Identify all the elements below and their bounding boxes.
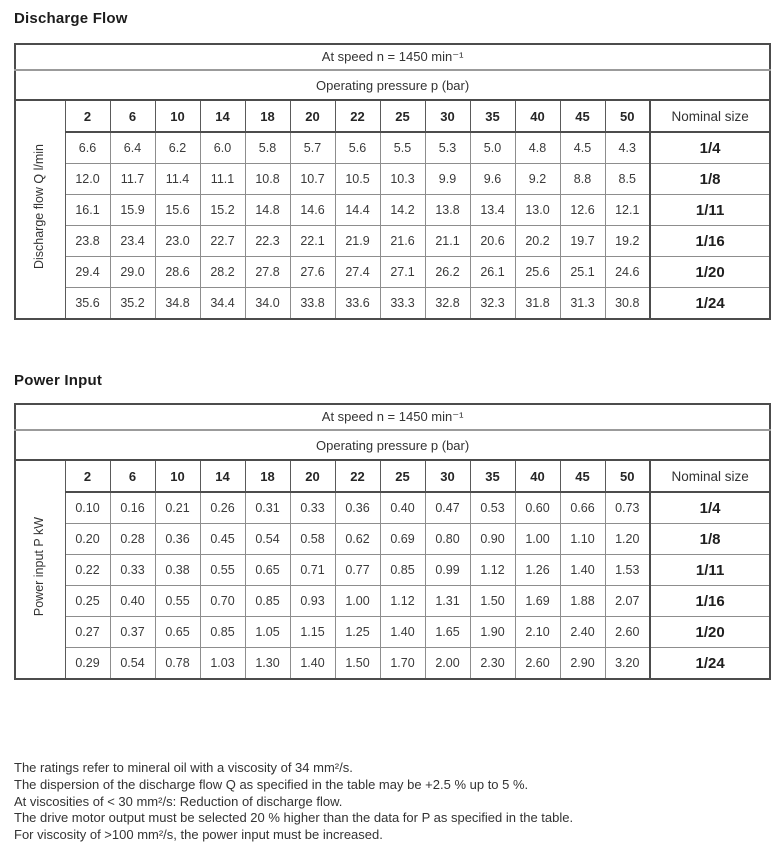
discharge-value-cell: 6.4 <box>110 132 155 164</box>
discharge-data-row <box>15 288 770 320</box>
power-value-cell: 0.29 <box>65 648 110 680</box>
power-value-cell: 0.36 <box>155 524 200 555</box>
discharge-value-cell: 33.6 <box>335 288 380 320</box>
power-value-cell: 2.30 <box>470 648 515 680</box>
discharge-pressure-col-header: 14 <box>200 100 245 132</box>
discharge-value-cell: 9.6 <box>470 164 515 195</box>
power-value-cell: 1.53 <box>605 555 650 586</box>
power-pressure-row <box>15 430 770 460</box>
discharge-pressure-col-header: 45 <box>560 100 605 132</box>
discharge-value-cell: 13.8 <box>425 195 470 226</box>
power-value-cell: 1.50 <box>335 648 380 680</box>
discharge-value-cell: 26.1 <box>470 257 515 288</box>
power-value-cell: 0.28 <box>110 524 155 555</box>
power-value-cell: 0.69 <box>380 524 425 555</box>
power-value-cell: 1.90 <box>470 617 515 648</box>
power-data-row <box>15 586 770 617</box>
discharge-value-cell: 28.2 <box>200 257 245 288</box>
discharge-pressure-col-header: 2 <box>65 100 110 132</box>
power-value-cell: 0.58 <box>290 524 335 555</box>
power-data-row <box>15 648 770 680</box>
footnote-line: The drive motor output must be selected 20 % higher than the data for P as specified in the table. <box>14 810 574 826</box>
power-value-cell: 0.62 <box>335 524 380 555</box>
discharge-value-cell: 10.8 <box>245 164 290 195</box>
power-data-row <box>15 492 770 524</box>
power-side-label-cell <box>15 460 65 679</box>
power-value-cell: 0.16 <box>110 492 155 524</box>
discharge-value-cell: 6.0 <box>200 132 245 164</box>
discharge-flow-table <box>14 43 771 320</box>
power-value-cell: 0.47 <box>425 492 470 524</box>
discharge-value-cell: 23.8 <box>65 226 110 257</box>
power-value-cell: 0.21 <box>155 492 200 524</box>
power-input-table <box>14 403 771 680</box>
discharge-pressure-col-header: 10 <box>155 100 200 132</box>
discharge-value-cell: 5.5 <box>380 132 425 164</box>
discharge-value-cell: 32.8 <box>425 288 470 320</box>
power-value-cell: 1.03 <box>200 648 245 680</box>
discharge-value-cell: 23.0 <box>155 226 200 257</box>
power-value-cell: 1.50 <box>470 586 515 617</box>
discharge-value-cell: 31.3 <box>560 288 605 320</box>
power-value-cell: 0.85 <box>200 617 245 648</box>
footnote-line: At viscosities of < 30 mm²/s: Reduction of discharge flow. <box>14 793 343 809</box>
discharge-nominal-size-cell: 1/24 <box>650 288 770 320</box>
discharge-value-cell: 11.1 <box>200 164 245 195</box>
discharge-value-cell: 23.4 <box>110 226 155 257</box>
power-pressure-col-header: 20 <box>290 460 335 492</box>
discharge-value-cell: 14.6 <box>290 195 335 226</box>
footnote-line: The ratings refer to mineral oil with a viscosity of 34 mm²/s. <box>14 760 353 775</box>
discharge-value-cell: 35.2 <box>110 288 155 320</box>
power-value-cell: 1.40 <box>290 648 335 680</box>
discharge-value-cell: 30.8 <box>605 288 650 320</box>
power-columns-row <box>15 460 770 492</box>
power-value-cell: 1.88 <box>560 586 605 617</box>
power-speed-row <box>15 404 770 430</box>
power-pressure-header: Operating pressure p (bar) <box>15 430 770 460</box>
discharge-pressure-col-header: 40 <box>515 100 560 132</box>
power-value-cell: 2.60 <box>515 648 560 680</box>
power-pressure-col-header: 35 <box>470 460 515 492</box>
discharge-nominal-size-cell: 1/16 <box>650 226 770 257</box>
power-value-cell: 0.65 <box>245 555 290 586</box>
discharge-value-cell: 19.2 <box>605 226 650 257</box>
discharge-value-cell: 25.1 <box>560 257 605 288</box>
power-value-cell: 0.70 <box>200 586 245 617</box>
power-value-cell: 1.12 <box>470 555 515 586</box>
power-value-cell: 1.15 <box>290 617 335 648</box>
power-nominal-size-cell: 1/4 <box>650 492 770 524</box>
discharge-value-cell: 12.6 <box>560 195 605 226</box>
discharge-value-cell: 16.1 <box>65 195 110 226</box>
discharge-speed-header: At speed n = 1450 min⁻¹ <box>15 44 770 70</box>
power-value-cell: 0.10 <box>65 492 110 524</box>
discharge-pressure-col-header: 35 <box>470 100 515 132</box>
power-pressure-col-header: 10 <box>155 460 200 492</box>
discharge-value-cell: 10.5 <box>335 164 380 195</box>
power-pressure-col-header: 14 <box>200 460 245 492</box>
discharge-value-cell: 34.8 <box>155 288 200 320</box>
power-pressure-col-header: 40 <box>515 460 560 492</box>
power-value-cell: 0.20 <box>65 524 110 555</box>
power-pressure-col-header: 45 <box>560 460 605 492</box>
power-value-cell: 1.10 <box>560 524 605 555</box>
discharge-flow-title: Discharge Flow <box>14 10 128 27</box>
discharge-value-cell: 25.6 <box>515 257 560 288</box>
discharge-value-cell: 11.4 <box>155 164 200 195</box>
discharge-value-cell: 29.0 <box>110 257 155 288</box>
discharge-pressure-col-header: 18 <box>245 100 290 132</box>
discharge-value-cell: 15.2 <box>200 195 245 226</box>
power-value-cell: 0.99 <box>425 555 470 586</box>
discharge-nominal-size-cell: 1/4 <box>650 132 770 164</box>
discharge-value-cell: 5.7 <box>290 132 335 164</box>
power-value-cell: 0.71 <box>290 555 335 586</box>
discharge-value-cell: 5.8 <box>245 132 290 164</box>
discharge-value-cell: 4.3 <box>605 132 650 164</box>
discharge-columns-row <box>15 100 770 132</box>
discharge-value-cell: 22.3 <box>245 226 290 257</box>
discharge-value-cell: 15.6 <box>155 195 200 226</box>
footnotes <box>14 760 769 844</box>
discharge-value-cell: 12.1 <box>605 195 650 226</box>
power-value-cell: 1.40 <box>560 555 605 586</box>
discharge-value-cell: 13.4 <box>470 195 515 226</box>
discharge-value-cell: 20.6 <box>470 226 515 257</box>
discharge-value-cell: 6.6 <box>65 132 110 164</box>
power-nominal-size-cell: 1/24 <box>650 648 770 680</box>
discharge-value-cell: 8.5 <box>605 164 650 195</box>
power-value-cell: 1.30 <box>245 648 290 680</box>
power-value-cell: 1.00 <box>335 586 380 617</box>
power-value-cell: 1.31 <box>425 586 470 617</box>
power-value-cell: 1.00 <box>515 524 560 555</box>
power-value-cell: 0.38 <box>155 555 200 586</box>
discharge-value-cell: 5.3 <box>425 132 470 164</box>
power-nominal-size-header: Nominal size <box>650 460 770 492</box>
power-pressure-col-header: 50 <box>605 460 650 492</box>
power-value-cell: 0.22 <box>65 555 110 586</box>
power-input-title: Power Input <box>14 372 103 389</box>
power-value-cell: 1.65 <box>425 617 470 648</box>
discharge-value-cell: 27.8 <box>245 257 290 288</box>
discharge-pressure-col-header: 6 <box>110 100 155 132</box>
discharge-value-cell: 24.6 <box>605 257 650 288</box>
power-value-cell: 0.36 <box>335 492 380 524</box>
power-data-row <box>15 617 770 648</box>
power-speed-header: At speed n = 1450 min⁻¹ <box>15 404 770 430</box>
discharge-value-cell: 31.8 <box>515 288 560 320</box>
power-value-cell: 2.40 <box>560 617 605 648</box>
power-value-cell: 3.20 <box>605 648 650 680</box>
discharge-pressure-row <box>15 70 770 100</box>
discharge-value-cell: 15.9 <box>110 195 155 226</box>
power-value-cell: 0.25 <box>65 586 110 617</box>
power-value-cell: 0.60 <box>515 492 560 524</box>
discharge-pressure-col-header: 22 <box>335 100 380 132</box>
discharge-pressure-col-header: 50 <box>605 100 650 132</box>
power-value-cell: 2.60 <box>605 617 650 648</box>
power-value-cell: 2.07 <box>605 586 650 617</box>
discharge-value-cell: 10.7 <box>290 164 335 195</box>
power-pressure-col-header: 22 <box>335 460 380 492</box>
discharge-value-cell: 33.8 <box>290 288 335 320</box>
discharge-value-cell: 21.6 <box>380 226 425 257</box>
power-value-cell: 0.90 <box>470 524 515 555</box>
power-nominal-size-cell: 1/20 <box>650 617 770 648</box>
power-pressure-col-header: 6 <box>110 460 155 492</box>
discharge-value-cell: 14.2 <box>380 195 425 226</box>
power-data-row <box>15 555 770 586</box>
discharge-data-row <box>15 164 770 195</box>
power-pressure-col-header: 25 <box>380 460 425 492</box>
discharge-data-row <box>15 132 770 164</box>
discharge-value-cell: 4.5 <box>560 132 605 164</box>
discharge-value-cell: 35.6 <box>65 288 110 320</box>
discharge-nominal-size-header: Nominal size <box>650 100 770 132</box>
power-value-cell: 1.70 <box>380 648 425 680</box>
power-value-cell: 0.73 <box>605 492 650 524</box>
power-value-cell: 0.33 <box>110 555 155 586</box>
discharge-value-cell: 14.4 <box>335 195 380 226</box>
power-value-cell: 0.54 <box>245 524 290 555</box>
discharge-value-cell: 5.0 <box>470 132 515 164</box>
power-value-cell: 0.85 <box>380 555 425 586</box>
discharge-value-cell: 27.4 <box>335 257 380 288</box>
power-value-cell: 0.77 <box>335 555 380 586</box>
discharge-value-cell: 9.2 <box>515 164 560 195</box>
power-value-cell: 2.90 <box>560 648 605 680</box>
discharge-value-cell: 28.6 <box>155 257 200 288</box>
power-data-row <box>15 524 770 555</box>
discharge-value-cell: 8.8 <box>560 164 605 195</box>
power-value-cell: 0.53 <box>470 492 515 524</box>
discharge-value-cell: 6.2 <box>155 132 200 164</box>
discharge-speed-row <box>15 44 770 70</box>
power-value-cell: 0.31 <box>245 492 290 524</box>
discharge-value-cell: 26.2 <box>425 257 470 288</box>
discharge-value-cell: 34.4 <box>200 288 245 320</box>
power-value-cell: 0.33 <box>290 492 335 524</box>
discharge-value-cell: 12.0 <box>65 164 110 195</box>
power-value-cell: 0.45 <box>200 524 245 555</box>
power-value-cell: 0.37 <box>110 617 155 648</box>
power-pressure-col-header: 2 <box>65 460 110 492</box>
power-nominal-size-cell: 1/8 <box>650 524 770 555</box>
power-value-cell: 1.20 <box>605 524 650 555</box>
discharge-pressure-col-header: 25 <box>380 100 425 132</box>
discharge-value-cell: 10.3 <box>380 164 425 195</box>
power-value-cell: 0.93 <box>290 586 335 617</box>
discharge-value-cell: 21.9 <box>335 226 380 257</box>
power-value-cell: 0.65 <box>155 617 200 648</box>
power-value-cell: 1.26 <box>515 555 560 586</box>
power-value-cell: 0.80 <box>425 524 470 555</box>
discharge-pressure-col-header: 30 <box>425 100 470 132</box>
discharge-value-cell: 19.7 <box>560 226 605 257</box>
power-value-cell: 1.25 <box>335 617 380 648</box>
power-value-cell: 1.69 <box>515 586 560 617</box>
discharge-value-cell: 22.1 <box>290 226 335 257</box>
discharge-pressure-col-header: 20 <box>290 100 335 132</box>
power-value-cell: 0.26 <box>200 492 245 524</box>
discharge-value-cell: 14.8 <box>245 195 290 226</box>
discharge-pressure-header: Operating pressure p (bar) <box>15 70 770 100</box>
footnote-line: For viscosity of >100 mm²/s, the power input must be increased. <box>14 827 383 843</box>
discharge-side-label-cell <box>15 100 65 319</box>
footnote-line: The dispersion of the discharge flow Q as specified in the table may be +2.5 % up to 5 %. <box>14 776 529 792</box>
discharge-nominal-size-cell: 1/8 <box>650 164 770 195</box>
discharge-value-cell: 21.1 <box>425 226 470 257</box>
discharge-value-cell: 11.7 <box>110 164 155 195</box>
power-value-cell: 0.55 <box>155 586 200 617</box>
power-value-cell: 1.40 <box>380 617 425 648</box>
power-pressure-col-header: 18 <box>245 460 290 492</box>
power-nominal-size-cell: 1/11 <box>650 555 770 586</box>
power-value-cell: 0.55 <box>200 555 245 586</box>
power-value-cell: 0.40 <box>110 586 155 617</box>
discharge-value-cell: 4.8 <box>515 132 560 164</box>
power-value-cell: 2.00 <box>425 648 470 680</box>
power-nominal-size-cell: 1/16 <box>650 586 770 617</box>
discharge-value-cell: 34.0 <box>245 288 290 320</box>
discharge-data-row <box>15 226 770 257</box>
discharge-data-row <box>15 257 770 288</box>
power-value-cell: 0.40 <box>380 492 425 524</box>
discharge-nominal-size-cell: 1/20 <box>650 257 770 288</box>
power-pressure-col-header: 30 <box>425 460 470 492</box>
discharge-value-cell: 13.0 <box>515 195 560 226</box>
discharge-value-cell: 33.3 <box>380 288 425 320</box>
power-value-cell: 1.05 <box>245 617 290 648</box>
discharge-side-label: Discharge flow Q l/min <box>32 144 47 270</box>
power-value-cell: 1.12 <box>380 586 425 617</box>
power-value-cell: 0.85 <box>245 586 290 617</box>
discharge-nominal-size-cell: 1/11 <box>650 195 770 226</box>
power-side-label: Power input P kW <box>32 517 47 617</box>
power-value-cell: 0.54 <box>110 648 155 680</box>
discharge-value-cell: 20.2 <box>515 226 560 257</box>
power-value-cell: 0.66 <box>560 492 605 524</box>
discharge-value-cell: 5.6 <box>335 132 380 164</box>
discharge-value-cell: 22.7 <box>200 226 245 257</box>
discharge-value-cell: 9.9 <box>425 164 470 195</box>
discharge-value-cell: 29.4 <box>65 257 110 288</box>
discharge-value-cell: 27.1 <box>380 257 425 288</box>
power-value-cell: 0.78 <box>155 648 200 680</box>
discharge-value-cell: 32.3 <box>470 288 515 320</box>
power-value-cell: 2.10 <box>515 617 560 648</box>
power-value-cell: 0.27 <box>65 617 110 648</box>
discharge-value-cell: 27.6 <box>290 257 335 288</box>
discharge-data-row <box>15 195 770 226</box>
